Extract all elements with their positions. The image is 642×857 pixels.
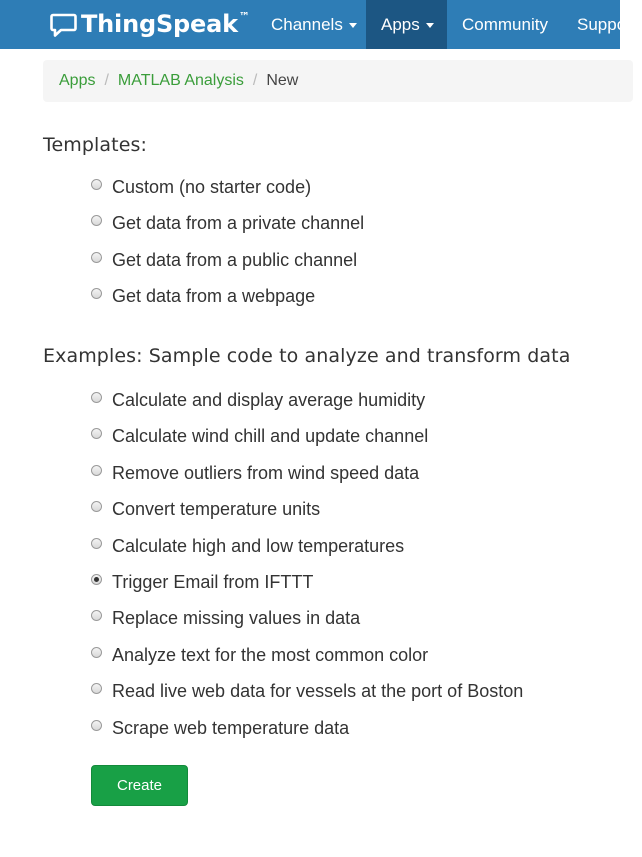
radio-button[interactable] [91, 252, 102, 263]
breadcrumb-separator: / [252, 72, 258, 89]
example-option-boston-vessels[interactable] [91, 679, 523, 715]
radio-button[interactable] [91, 610, 102, 621]
nav-support[interactable] [562, 0, 642, 49]
template-option-label[interactable]: Get data from a webpage [112, 286, 316, 307]
template-option-label[interactable]: Get data from a private channel [112, 213, 365, 234]
radio-button[interactable] [91, 683, 102, 694]
example-option-label[interactable]: Trigger Email from IFTTT [112, 571, 314, 592]
create-button[interactable]: Create [91, 765, 188, 806]
breadcrumb [43, 60, 633, 102]
breadcrumb-separator: / [104, 72, 109, 89]
example-option-label[interactable]: Calculate and display average humidity [112, 390, 426, 410]
example-option-label[interactable]: Convert temperature units [112, 499, 321, 520]
nav-support-label: Support [577, 14, 637, 34]
example-option-average-humidity[interactable] [91, 388, 523, 424]
template-option-label[interactable]: Get data from a public channel [112, 249, 358, 270]
template-option-webpage[interactable] [91, 284, 364, 320]
caret-down-icon [349, 23, 357, 28]
template-option-public-channel[interactable] [91, 248, 364, 284]
radio-button[interactable] [91, 428, 102, 439]
thingspeak-logo[interactable] [50, 7, 250, 41]
template-option-private-channel[interactable] [91, 211, 364, 247]
example-option-label[interactable]: Replace missing values in data [112, 608, 361, 629]
example-option-label[interactable]: Analyze text for the most common color [112, 644, 429, 665]
radio-button[interactable] [91, 179, 102, 190]
example-option-label[interactable]: Calculate high and low temperatures [112, 535, 405, 556]
example-option-convert-temperature[interactable] [91, 497, 523, 533]
example-option-high-low-temperatures[interactable] [91, 534, 523, 570]
example-option-label[interactable]: Remove outliers from wind speed data [112, 462, 420, 483]
nav-channels-label: Channels [271, 14, 343, 34]
radio-button[interactable] [91, 538, 102, 549]
example-option-label[interactable]: Read live web data for vessels at the port of Boston [112, 681, 524, 702]
breadcrumb-matlab-analysis[interactable]: MATLAB Analysis [117, 72, 244, 89]
nav-apps-label: Apps [381, 14, 420, 34]
top-navbar [0, 0, 637, 49]
template-option-label[interactable]: Custom (no starter code) [112, 177, 312, 197]
radio-button[interactable] [91, 465, 102, 476]
example-option-label[interactable]: Scrape web temperature data [112, 717, 350, 738]
brand-name: ThingSpeak [81, 10, 238, 38]
example-option-replace-missing[interactable] [91, 606, 523, 642]
chat-bubble-icon [50, 13, 77, 37]
example-option-scrape-temperature[interactable] [91, 716, 523, 752]
trademark-mark: ™ [238, 9, 250, 23]
templates-heading: Templates: [43, 134, 147, 156]
examples-heading: Examples: Sample code to analyze and transform data [43, 345, 571, 367]
example-option-label[interactable]: Calculate wind chill and update channel [112, 426, 429, 447]
example-option-trigger-email[interactable] [91, 570, 523, 606]
radio-button[interactable] [91, 392, 102, 403]
radio-button-selected[interactable] [91, 574, 102, 585]
templates-options [91, 175, 364, 321]
examples-options [91, 388, 523, 752]
breadcrumb-new: New [266, 72, 299, 89]
nav-community[interactable] [447, 0, 562, 49]
breadcrumb-apps[interactable]: Apps [59, 72, 96, 89]
example-option-remove-outliers[interactable] [91, 461, 523, 497]
nav-apps[interactable] [366, 0, 447, 49]
example-option-wind-chill[interactable] [91, 424, 523, 460]
caret-down-icon [426, 23, 434, 28]
radio-button[interactable] [91, 215, 102, 226]
radio-button[interactable] [91, 720, 102, 731]
radio-button[interactable] [91, 647, 102, 658]
radio-button[interactable] [91, 288, 102, 299]
nav-community-label: Community [462, 14, 548, 34]
template-option-custom[interactable] [91, 175, 364, 211]
nav-channels[interactable] [256, 0, 366, 49]
radio-button[interactable] [91, 501, 102, 512]
example-option-common-color[interactable] [91, 643, 523, 679]
